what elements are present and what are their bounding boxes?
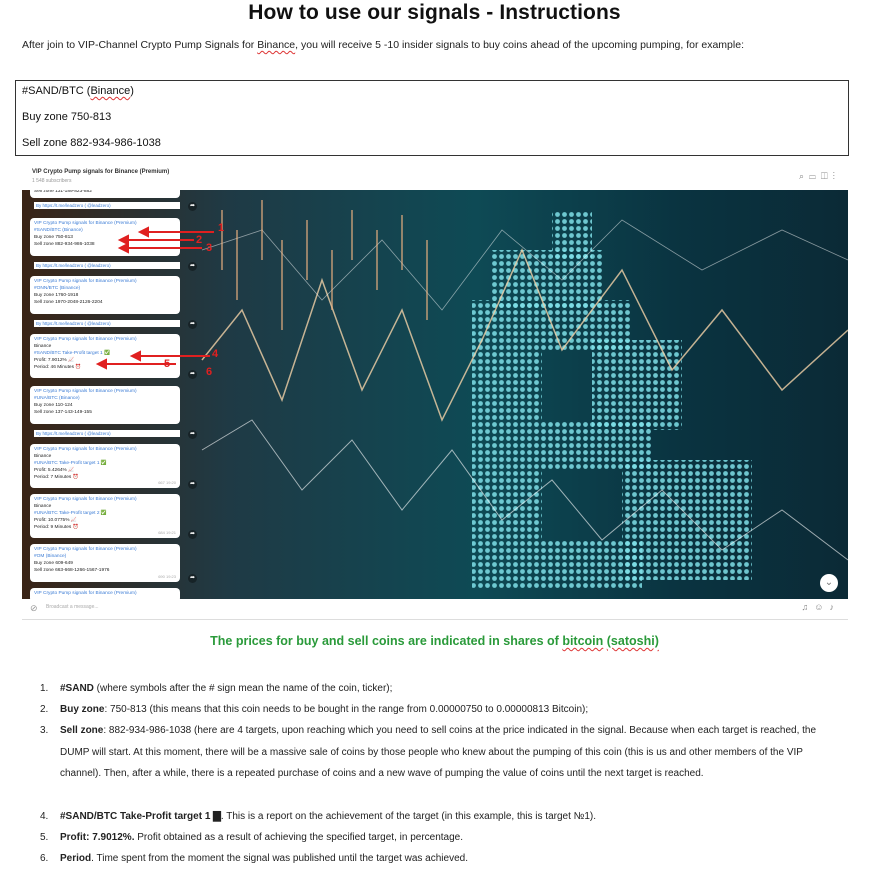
list-text: : 882-934-986-1038 (here are 4 targets, upon reaching which you need to sell coins at the price indicated in the signal. Because when each target is reached, the DUMP will start. At this moment, there will be a massive sale of coins by those people who knew about the pumping of this coin (this is us and other members of the VIP channel). Then, after a while, there is a repeated purchase of coins and a new wave of pumping the value of coins until the next target is reached. xyxy=(60,725,817,779)
list-text: Profit obtained as a result of achieving the specified target, in percentage. xyxy=(134,832,464,843)
list-number: 2. xyxy=(40,704,49,715)
annotation-4: 4 xyxy=(212,348,219,360)
list-bold: Sell zone xyxy=(60,725,104,736)
forward-icon[interactable]: ➦ xyxy=(189,481,196,487)
list-bold: Buy zone xyxy=(60,704,105,715)
example-signal-box xyxy=(15,80,849,156)
example-paren: ) xyxy=(130,85,134,97)
list-bold: Period xyxy=(60,853,92,864)
forward-icon[interactable]: ➦ xyxy=(189,531,196,537)
message-line: Sell zone 131-189-823-882 xyxy=(34,190,92,194)
message-line: Sell zone 137-143-149-155 xyxy=(34,410,92,415)
message-line: #OM (Binance) xyxy=(34,554,67,559)
message-line: Period: 9 Minutes ⏰ xyxy=(34,525,79,530)
message-line: Buy zone 1760-1918 xyxy=(34,293,79,298)
message-line: Sell zone 663-668-1266-1567-1976 xyxy=(34,568,110,573)
message-title: VIP Crypto Pump signals for Binance (Premium) xyxy=(34,447,137,452)
attach-icon[interactable]: ⊘ xyxy=(30,603,38,613)
annotation-6: 6 xyxy=(206,366,213,378)
list-number: 5. xyxy=(40,832,49,843)
bell-icon[interactable]: ♫ xyxy=(801,602,815,612)
message-line: Sell zone 882-934-986-1038 xyxy=(34,242,95,247)
intro-before: After join to VIP-Channel Crypto Pump Signals for xyxy=(22,39,258,51)
message-line: #UNA/BTC (Binance) xyxy=(34,396,80,401)
by-link[interactable]: By https://t.me/leadzero ( @leadzero) xyxy=(34,430,180,437)
forward-icon[interactable]: ➦ xyxy=(189,321,196,327)
list-bold: Profit: 7.9012%. xyxy=(60,832,135,843)
annotation-5: 5 xyxy=(164,358,171,370)
list-text: . This is a report on the achievement of the target (in this example, this is target №1). xyxy=(220,811,597,822)
search-icon[interactable]: ⌕ xyxy=(798,171,810,181)
message-line: #ONN/BTC (Binance) xyxy=(34,286,81,291)
input-icons xyxy=(802,602,840,612)
message-line: Sell zone 1970-2048-2126-2204 xyxy=(34,300,103,305)
chat-background xyxy=(22,190,848,599)
list-number: 1. xyxy=(40,683,49,694)
message-title: VIP Crypto Pump signals for Binance (Premium) xyxy=(34,279,137,284)
header-icons xyxy=(799,171,840,182)
more-icon[interactable]: ⋮ xyxy=(832,171,840,181)
message-title: VIP Crypto Pump signals for Binance (Premium) xyxy=(34,547,137,552)
example-ticker: #SAND/BTC ( xyxy=(22,85,91,97)
message-meta: 684 19:21 xyxy=(158,530,176,535)
message-input-bar xyxy=(22,599,848,619)
message-line: #SAND/BTC Take-Profit target 1 ✅ xyxy=(34,351,110,356)
message-title: VIP Crypto Pump signals for Binance (Premium) xyxy=(34,389,137,394)
message-title: VIP Crypto Pump signals for Binance (Premium) xyxy=(34,497,137,502)
list-number: 4. xyxy=(40,811,49,822)
broadcast-input[interactable]: Broadcast a message... xyxy=(46,604,99,610)
annotation-1: 1 xyxy=(218,222,225,234)
message-line: Buy zone 609-649 xyxy=(34,561,73,566)
chat-icon[interactable]: ▭ xyxy=(809,171,821,181)
forward-icon[interactable]: ➦ xyxy=(189,203,196,209)
message-line: Period: 46 Minutes ⏰ xyxy=(34,365,82,370)
message-meta: 690 19:23 xyxy=(158,574,176,579)
message-line: Binance xyxy=(34,504,52,509)
message-line: Profit: 7.9012% 📈 xyxy=(34,358,75,363)
channel-subscribers: 1 548 subscribers xyxy=(32,178,72,184)
list-bold: #SAND xyxy=(60,683,94,694)
message-line: Binance xyxy=(34,344,52,349)
message-line: Period: 7 Minutes ⏰ xyxy=(34,475,79,480)
message-line: Profit: 10.0775% 📈 xyxy=(34,518,77,523)
caption-satoshi: (satoshi) xyxy=(606,634,659,648)
intro-binance: Binance xyxy=(257,39,296,51)
channel-title[interactable]: VIP Crypto Pump signals for Binance (Premium) xyxy=(32,169,170,175)
message-line: #SAND/BTC (Binance) xyxy=(34,228,83,233)
annotation-3: 3 xyxy=(206,242,213,254)
forward-icon[interactable]: ➦ xyxy=(189,431,196,437)
message-title: VIP Crypto Pump signals for Binance (Premium) xyxy=(34,591,137,596)
columns-icon[interactable]: ◫ xyxy=(820,171,833,181)
example-buy-zone: Buy zone 750-813 xyxy=(22,111,112,123)
list-number: 6. xyxy=(40,853,49,864)
message-line: Buy zone 750-813 xyxy=(34,235,73,240)
message-line: #UNA/BTC Take-Profit target 2 ✅ xyxy=(34,511,107,516)
caption-bitcoin: bitcoin xyxy=(562,634,604,648)
list-text: : 750-813 (this means that this coin needs to be bought in the range from 0.00000750 to 0.00000813 Bitcoin); xyxy=(104,704,589,715)
scroll-down-icon[interactable]: ⌄ xyxy=(820,574,838,592)
list-text: (where symbols after the # sign mean the name of the coin, ticker); xyxy=(93,683,393,694)
page-title: How to use our signals - Instructions xyxy=(248,1,621,24)
message-line: Binance xyxy=(34,454,52,459)
message-line: Buy zone 110-124 xyxy=(34,403,73,408)
message-line: #UNA/BTC Take-Profit target 1 ✅ xyxy=(34,461,107,466)
price-caption xyxy=(0,634,869,648)
message-meta: 667 19:20 xyxy=(158,480,176,485)
by-link[interactable]: By https://t.me/leadzero ( @leadzero) xyxy=(34,202,180,209)
intro-text xyxy=(22,39,744,51)
annotation-arrows xyxy=(22,190,848,599)
example-line-1 xyxy=(22,85,134,97)
channel-header xyxy=(22,164,848,191)
caption-text: The prices for buy and sell coins are indicated in shares of xyxy=(210,634,563,648)
example-sell-zone: Sell zone 882-934-986-1038 xyxy=(22,137,161,149)
by-link[interactable]: By https://t.me/leadzero ( @leadzero) xyxy=(34,320,180,327)
forward-icon[interactable]: ➦ xyxy=(189,575,196,581)
intro-after: , you will receive 5 -10 insider signals to buy coins ahead of the upcoming pumping, for example: xyxy=(295,39,744,51)
message-title: VIP Crypto Pump signals for Binance (Premium) xyxy=(34,221,137,226)
microphone-icon[interactable]: ♪ xyxy=(829,602,840,612)
message-line: Profit: 5.4264% 📈 xyxy=(34,468,75,473)
forward-icon[interactable]: ➦ xyxy=(189,263,196,269)
message-title: VIP Crypto Pump signals for Binance (Premium) xyxy=(34,337,137,342)
forward-icon[interactable]: ➦ xyxy=(189,371,196,377)
telegram-screenshot xyxy=(22,164,848,620)
emoji-icon[interactable]: ☺ xyxy=(814,602,830,612)
by-link[interactable]: By https://t.me/leadzero ( @leadzero) xyxy=(34,262,180,269)
list-number: 3. xyxy=(40,725,49,736)
list-bold: #SAND/BTC Take-Profit target 1 ▇ xyxy=(60,811,221,822)
annotation-2: 2 xyxy=(196,234,203,246)
list-text: . Time spent from the moment the signal was published until the target was achieved. xyxy=(91,853,468,864)
example-exchange: Binance xyxy=(90,85,131,97)
